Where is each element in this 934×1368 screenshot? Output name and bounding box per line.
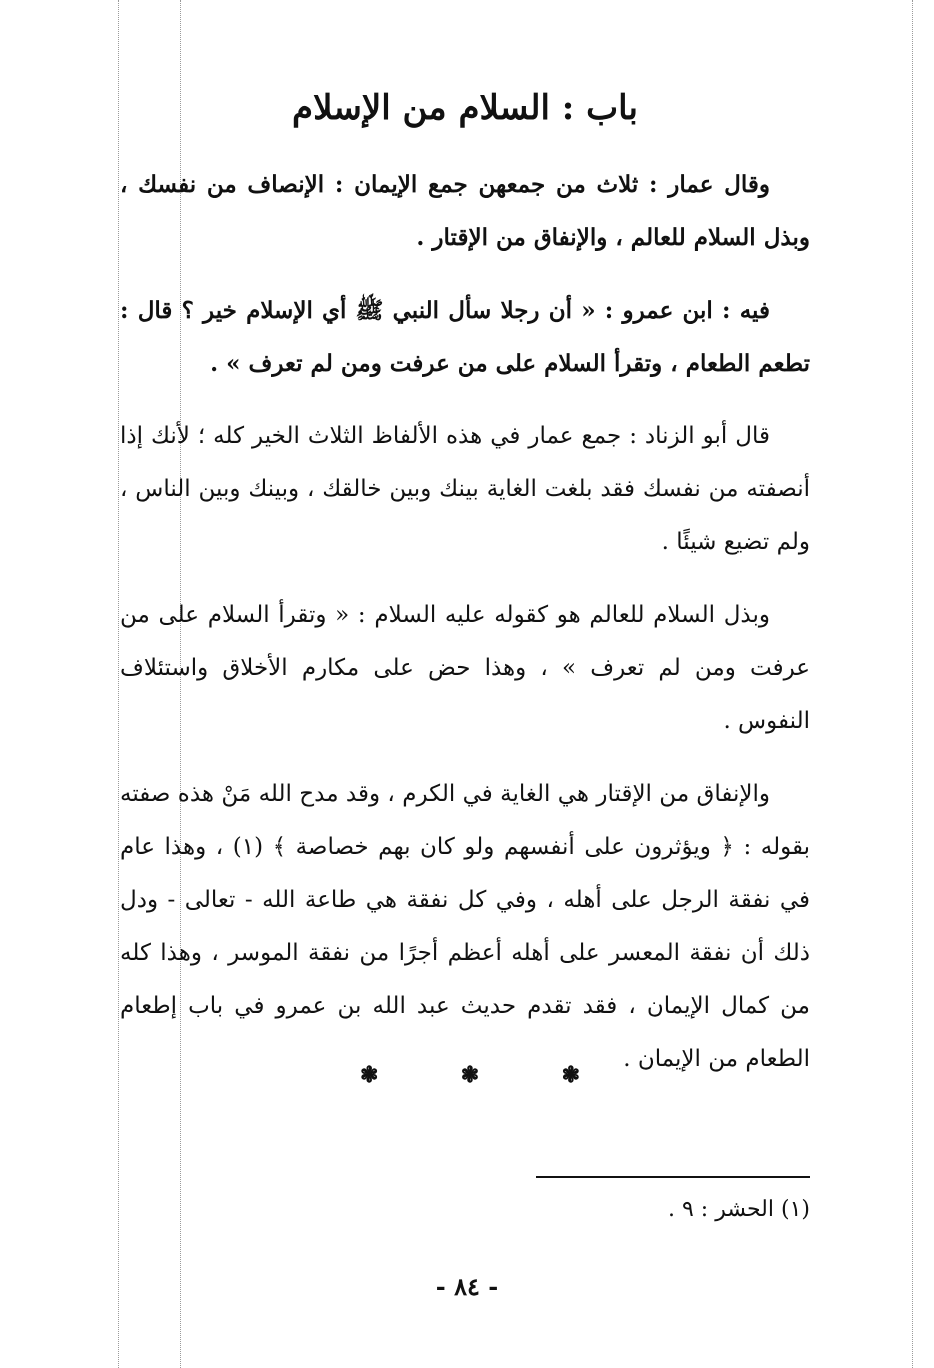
scan-guide-line-right xyxy=(912,0,913,1368)
paragraph-1: وقال عمار : ثلاث من جمعهن جمع الإيمان : الإنصاف من نفسك ، وبذل السلام للعالم ، والإنفاق من الإقتار . xyxy=(120,171,810,251)
separator-star-3: ❃ xyxy=(561,1062,580,1088)
footnote-divider xyxy=(536,1176,810,1178)
section-separator xyxy=(360,1062,580,1088)
page-body xyxy=(120,80,810,1106)
chapter-title: باب : السلام من الإسلام xyxy=(292,88,638,128)
paragraph-5: والإنفاق من الإقتار هي الغاية في الكرم ، وقد مدح الله مَنْ هذه صفته بقوله : ﴿ ويؤثرون على أنفسهم ولو كان بهم خصاصة ﴾ (١) ، وهذا عام في نفقة الرجل على أهله ، وفي كل نفقة هي طاعة الله - تعالى - ودل ذلك أن نفقة المعسر على أهله أعظم أجرًا من نفقة الموسر ، وهذا كله من كمال الإيمان ، فقد تقدم حديث عبد الله بن عمرو في باب إطعام الطعام من الإيمان . xyxy=(120,781,810,1072)
separator-star-1: ❃ xyxy=(360,1062,379,1088)
separator-star-2: ❃ xyxy=(460,1062,480,1088)
footnote: (١) الحشر : ٩ . xyxy=(667,1197,810,1222)
paragraph-3: قال أبو الزناد : جمع عمار في هذه الألفاظ الثلاث الخير كله ؛ لأنك إذا أنصفته من نفسك فقد بلغت الغاية بينك وبين خالقك ، وبينك وبين الناس ، ولم تضيع شيئًا . xyxy=(120,423,810,555)
paragraph-4: وبذل السلام للعالم هو كقوله عليه السلام : « وتقرأ السلام على من عرفت ومن لم تعرف » ، وهذا حض على مكارم الأخلاق واستئلاف النفوس . xyxy=(120,602,810,734)
paragraph-2: فيه : ابن عمرو : « أن رجلا سأل النبي ﷺ أي الإسلام خير ؟ قال : تطعم الطعام ، وتقرأ السلام على من عرفت ومن لم تعرف » . xyxy=(120,297,810,377)
page-number: - ٨٤ - xyxy=(435,1272,499,1301)
scan-guide-line-left xyxy=(118,0,119,1368)
